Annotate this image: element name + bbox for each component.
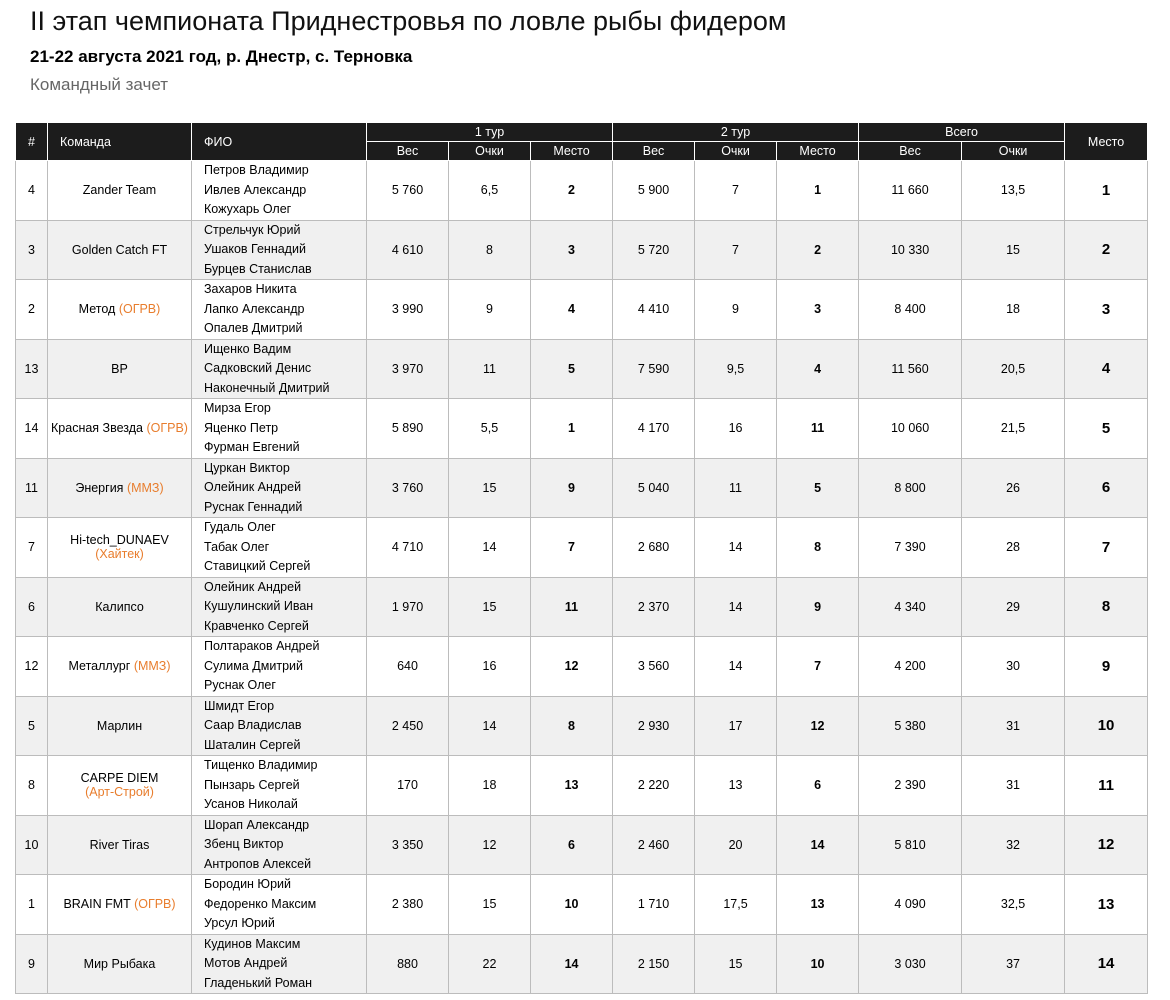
cell-team bbox=[48, 577, 192, 637]
team-name: Golden Catch FT bbox=[71, 242, 168, 257]
cell-fio bbox=[192, 518, 367, 578]
member-name: Кушулинский Иван bbox=[204, 599, 314, 613]
cell-r1-place: 8 bbox=[531, 696, 613, 756]
cell-r1-place: 5 bbox=[531, 339, 613, 399]
cell-num: 5 bbox=[16, 696, 48, 756]
cell-r2-weight: 2 460 bbox=[613, 815, 695, 875]
cell-r1-weight: 3 350 bbox=[367, 815, 449, 875]
cell-r1-weight: 2 450 bbox=[367, 696, 449, 756]
member-name: Антропов Алексей bbox=[204, 856, 312, 871]
cell-r1-weight: 170 bbox=[367, 756, 449, 816]
cell-num: 4 bbox=[16, 161, 48, 221]
member-name: Пынзарь Сергей bbox=[204, 777, 300, 792]
table-row bbox=[16, 458, 1148, 518]
cell-r2-weight: 5 900 bbox=[613, 161, 695, 221]
cell-num: 11 bbox=[16, 458, 48, 518]
cell-r1-points: 18 bbox=[449, 756, 531, 816]
member-name: Руснак Олег bbox=[204, 678, 276, 692]
table-header bbox=[16, 123, 1148, 161]
team-name: Zander Team bbox=[82, 183, 157, 198]
cell-r1-weight: 2 380 bbox=[367, 875, 449, 935]
cell-fio bbox=[192, 577, 367, 637]
cell-r2-weight: 4 410 bbox=[613, 280, 695, 340]
member-name: Кудинов Максим bbox=[204, 936, 301, 951]
cell-fio bbox=[192, 458, 367, 518]
cell-r2-weight: 5 720 bbox=[613, 220, 695, 280]
header-round2: 2 тур bbox=[613, 123, 859, 142]
cell-r2-place: 6 bbox=[777, 756, 859, 816]
cell-team bbox=[48, 875, 192, 935]
cell-total-points: 26 bbox=[962, 458, 1065, 518]
cell-r2-points: 9 bbox=[695, 280, 777, 340]
cell-final-place: 7 bbox=[1065, 518, 1148, 578]
member-name: Збенц Виктор bbox=[204, 837, 284, 851]
cell-total-points: 13,5 bbox=[962, 161, 1065, 221]
cell-r1-place: 11 bbox=[531, 577, 613, 637]
cell-r1-points: 6,5 bbox=[449, 161, 531, 221]
cell-final-place: 13 bbox=[1065, 875, 1148, 935]
cell-total-weight: 4 340 bbox=[859, 577, 962, 637]
cell-total-weight: 11 660 bbox=[859, 161, 962, 221]
cell-r2-weight: 2 220 bbox=[613, 756, 695, 816]
member-name: Захаров Никита bbox=[204, 282, 297, 296]
cell-r2-weight: 1 710 bbox=[613, 875, 695, 935]
member-name: Цуркан Виктор bbox=[204, 460, 290, 475]
member-name: Усанов Николай bbox=[204, 797, 298, 811]
cell-total-weight: 10 330 bbox=[859, 220, 962, 280]
cell-r2-points: 14 bbox=[695, 518, 777, 578]
member-name: Наконечный Дмитрий bbox=[204, 380, 330, 395]
cell-total-weight: 3 030 bbox=[859, 934, 962, 994]
cell-r1-points: 16 bbox=[449, 637, 531, 697]
cell-total-points: 37 bbox=[962, 934, 1065, 994]
cell-fio bbox=[192, 280, 367, 340]
cell-team bbox=[48, 934, 192, 994]
cell-num: 8 bbox=[16, 756, 48, 816]
header-r1-place: Место bbox=[531, 142, 613, 161]
header-total: Всего bbox=[859, 123, 1065, 142]
cell-r2-place: 12 bbox=[777, 696, 859, 756]
member-name: Стрельчук Юрий bbox=[204, 222, 301, 237]
member-name: Ищенко Вадим bbox=[204, 341, 292, 356]
cell-r2-weight: 2 930 bbox=[613, 696, 695, 756]
cell-r1-points: 22 bbox=[449, 934, 531, 994]
member-name: Мирза Егор bbox=[204, 401, 271, 415]
cell-r1-place: 1 bbox=[531, 399, 613, 459]
member-name: Шмидт Егор bbox=[204, 698, 275, 713]
cell-fio bbox=[192, 161, 367, 221]
cell-team bbox=[48, 756, 192, 816]
cell-r2-points: 7 bbox=[695, 161, 777, 221]
member-name: Ивлев Александр bbox=[204, 182, 307, 197]
cell-total-points: 29 bbox=[962, 577, 1065, 637]
member-name: Саар Владислав bbox=[204, 718, 302, 732]
cell-r1-weight: 3 970 bbox=[367, 339, 449, 399]
cell-r1-place: 7 bbox=[531, 518, 613, 578]
table-row bbox=[16, 161, 1148, 221]
team-name: Мир Рыбака bbox=[83, 956, 156, 971]
cell-num: 10 bbox=[16, 815, 48, 875]
cell-num: 7 bbox=[16, 518, 48, 578]
cell-total-weight: 2 390 bbox=[859, 756, 962, 816]
cell-r1-place: 9 bbox=[531, 458, 613, 518]
member-name: Полтараков Андрей bbox=[204, 639, 320, 653]
cell-r1-place: 14 bbox=[531, 934, 613, 994]
cell-total-weight: 8 800 bbox=[859, 458, 962, 518]
cell-final-place: 4 bbox=[1065, 339, 1148, 399]
cell-num: 14 bbox=[16, 399, 48, 459]
team-note: (ОГРВ) bbox=[118, 302, 161, 317]
cell-num: 6 bbox=[16, 577, 48, 637]
cell-r2-place: 10 bbox=[777, 934, 859, 994]
team-name: BRAIN FMT bbox=[63, 897, 131, 912]
cell-total-points: 32 bbox=[962, 815, 1065, 875]
cell-r2-points: 13 bbox=[695, 756, 777, 816]
cell-r1-weight: 4 610 bbox=[367, 220, 449, 280]
cell-fio bbox=[192, 696, 367, 756]
table-row bbox=[16, 339, 1148, 399]
cell-r2-points: 7 bbox=[695, 220, 777, 280]
cell-r2-points: 17,5 bbox=[695, 875, 777, 935]
cell-r2-points: 11 bbox=[695, 458, 777, 518]
cell-total-weight: 4 200 bbox=[859, 637, 962, 697]
cell-total-points: 31 bbox=[962, 696, 1065, 756]
team-name: ВР bbox=[111, 361, 128, 376]
cell-r1-points: 15 bbox=[449, 875, 531, 935]
team-name: Марлин bbox=[96, 718, 143, 733]
member-name: Кравченко Сергей bbox=[204, 618, 309, 633]
member-name: Федоренко Максим bbox=[204, 896, 317, 911]
cell-total-points: 15 bbox=[962, 220, 1065, 280]
member-name: Лапко Александр bbox=[204, 301, 305, 316]
cell-r2-place: 4 bbox=[777, 339, 859, 399]
cell-total-weight: 4 090 bbox=[859, 875, 962, 935]
cell-team bbox=[48, 637, 192, 697]
team-name: Красная Звезда bbox=[51, 421, 143, 436]
cell-r2-place: 7 bbox=[777, 637, 859, 697]
cell-team bbox=[48, 518, 192, 578]
cell-num: 13 bbox=[16, 339, 48, 399]
cell-total-points: 21,5 bbox=[962, 399, 1065, 459]
header-place: Место bbox=[1065, 123, 1148, 161]
cell-r1-points: 5,5 bbox=[449, 399, 531, 459]
cell-final-place: 8 bbox=[1065, 577, 1148, 637]
cell-fio bbox=[192, 934, 367, 994]
member-name: Петров Владимир bbox=[204, 163, 309, 177]
cell-team bbox=[48, 280, 192, 340]
header-team: Команда bbox=[48, 123, 192, 161]
cell-r1-weight: 3 990 bbox=[367, 280, 449, 340]
cell-r2-place: 5 bbox=[777, 458, 859, 518]
header-total-weight: Вес bbox=[859, 142, 962, 161]
cell-total-weight: 11 560 bbox=[859, 339, 962, 399]
member-name: Садковский Денис bbox=[204, 361, 312, 375]
cell-r2-weight: 4 170 bbox=[613, 399, 695, 459]
header-num: # bbox=[16, 123, 48, 161]
member-name: Урсул Юрий bbox=[204, 916, 275, 930]
member-name: Шаталин Сергей bbox=[204, 737, 301, 752]
cell-final-place: 2 bbox=[1065, 220, 1148, 280]
cell-r2-place: 8 bbox=[777, 518, 859, 578]
cell-team bbox=[48, 399, 192, 459]
table-row bbox=[16, 934, 1148, 994]
cell-r2-place: 2 bbox=[777, 220, 859, 280]
cell-final-place: 9 bbox=[1065, 637, 1148, 697]
cell-r2-weight: 2 680 bbox=[613, 518, 695, 578]
page-title: II этап чемпионата Приднестровья по ловле рыбы фидером bbox=[30, 6, 787, 36]
header-total-points: Очки bbox=[962, 142, 1065, 161]
cell-r2-place: 9 bbox=[777, 577, 859, 637]
cell-r2-points: 9,5 bbox=[695, 339, 777, 399]
cell-team bbox=[48, 815, 192, 875]
member-name: Шорап Александр bbox=[204, 817, 310, 832]
header-fio: ФИО bbox=[192, 123, 367, 161]
cell-final-place: 14 bbox=[1065, 934, 1148, 994]
team-note: (ОГРВ) bbox=[134, 897, 176, 912]
cell-team bbox=[48, 161, 192, 221]
team-name: River Tiras bbox=[89, 837, 150, 852]
cell-team bbox=[48, 696, 192, 756]
cell-total-weight: 8 400 bbox=[859, 280, 962, 340]
member-name: Опалев Дмитрий bbox=[204, 321, 303, 335]
cell-total-points: 18 bbox=[962, 280, 1065, 340]
cell-r2-weight: 3 560 bbox=[613, 637, 695, 697]
cell-total-points: 32,5 bbox=[962, 875, 1065, 935]
cell-r2-points: 16 bbox=[695, 399, 777, 459]
cell-total-weight: 10 060 bbox=[859, 399, 962, 459]
member-name: Олейник Андрей bbox=[204, 579, 302, 594]
header-r2-weight: Вес bbox=[613, 142, 695, 161]
table-row bbox=[16, 220, 1148, 280]
member-name: Мотов Андрей bbox=[204, 956, 288, 970]
cell-final-place: 3 bbox=[1065, 280, 1148, 340]
member-name: Гладенький Роман bbox=[204, 975, 313, 990]
cell-num: 3 bbox=[16, 220, 48, 280]
cell-r1-weight: 640 bbox=[367, 637, 449, 697]
member-name: Олейник Андрей bbox=[204, 480, 302, 494]
cell-team bbox=[48, 458, 192, 518]
team-name: Калипсо bbox=[95, 599, 144, 614]
cell-r1-points: 11 bbox=[449, 339, 531, 399]
team-note: (ОГРВ) bbox=[146, 421, 188, 436]
page-subtitle: 21-22 августа 2021 год, р. Днестр, с. Терновка bbox=[30, 47, 413, 66]
cell-r1-place: 12 bbox=[531, 637, 613, 697]
cell-r1-weight: 5 890 bbox=[367, 399, 449, 459]
cell-r1-place: 3 bbox=[531, 220, 613, 280]
cell-final-place: 1 bbox=[1065, 161, 1148, 221]
cell-r1-weight: 3 760 bbox=[367, 458, 449, 518]
member-name: Гудаль Олег bbox=[204, 520, 276, 534]
cell-r1-place: 13 bbox=[531, 756, 613, 816]
cell-final-place: 5 bbox=[1065, 399, 1148, 459]
cell-r2-points: 15 bbox=[695, 934, 777, 994]
team-note: (Хайтек) bbox=[95, 547, 144, 562]
cell-num: 1 bbox=[16, 875, 48, 935]
table-row bbox=[16, 696, 1148, 756]
cell-r2-weight: 2 370 bbox=[613, 577, 695, 637]
cell-r1-points: 15 bbox=[449, 577, 531, 637]
team-note: (ММЗ) bbox=[126, 480, 164, 495]
member-name: Табак Олег bbox=[204, 539, 270, 554]
cell-r1-place: 6 bbox=[531, 815, 613, 875]
header-r2-place: Место bbox=[777, 142, 859, 161]
cell-r1-points: 12 bbox=[449, 815, 531, 875]
team-note: (Арт-Строй) bbox=[85, 785, 154, 800]
cell-r2-points: 14 bbox=[695, 637, 777, 697]
cell-r1-weight: 1 970 bbox=[367, 577, 449, 637]
member-name: Руснак Геннадий bbox=[204, 499, 303, 514]
cell-num: 2 bbox=[16, 280, 48, 340]
cell-fio bbox=[192, 756, 367, 816]
cell-team bbox=[48, 220, 192, 280]
cell-total-weight: 5 810 bbox=[859, 815, 962, 875]
cell-total-points: 20,5 bbox=[962, 339, 1065, 399]
cell-r1-weight: 880 bbox=[367, 934, 449, 994]
cell-r1-points: 14 bbox=[449, 518, 531, 578]
table-row bbox=[16, 637, 1148, 697]
cell-r1-points: 15 bbox=[449, 458, 531, 518]
header-round1: 1 тур bbox=[367, 123, 613, 142]
cell-final-place: 10 bbox=[1065, 696, 1148, 756]
header-r2-points: Очки bbox=[695, 142, 777, 161]
cell-fio bbox=[192, 399, 367, 459]
table-row bbox=[16, 518, 1148, 578]
team-name: Hi-tech_DUNAEV bbox=[70, 533, 169, 548]
page-caption: Командный зачет bbox=[30, 75, 169, 94]
cell-r2-weight: 2 150 bbox=[613, 934, 695, 994]
team-name: Метод bbox=[78, 302, 116, 317]
cell-final-place: 11 bbox=[1065, 756, 1148, 816]
cell-r2-place: 13 bbox=[777, 875, 859, 935]
team-name: Энергия bbox=[75, 480, 124, 495]
table-row bbox=[16, 577, 1148, 637]
table-row bbox=[16, 756, 1148, 816]
cell-total-weight: 7 390 bbox=[859, 518, 962, 578]
cell-fio bbox=[192, 815, 367, 875]
cell-r1-place: 2 bbox=[531, 161, 613, 221]
cell-final-place: 6 bbox=[1065, 458, 1148, 518]
cell-r2-place: 1 bbox=[777, 161, 859, 221]
cell-r1-weight: 4 710 bbox=[367, 518, 449, 578]
member-name: Ушаков Геннадий bbox=[204, 242, 306, 256]
table-row bbox=[16, 399, 1148, 459]
cell-r2-place: 11 bbox=[777, 399, 859, 459]
cell-r1-points: 14 bbox=[449, 696, 531, 756]
table-row bbox=[16, 875, 1148, 935]
cell-r2-points: 17 bbox=[695, 696, 777, 756]
member-name: Бурцев Станислав bbox=[204, 261, 312, 276]
cell-r1-points: 9 bbox=[449, 280, 531, 340]
team-name: Металлург bbox=[68, 659, 131, 674]
cell-r2-place: 14 bbox=[777, 815, 859, 875]
member-name: Кожухарь Олег bbox=[204, 202, 292, 216]
member-name: Тищенко Владимир bbox=[204, 758, 318, 772]
cell-r2-weight: 5 040 bbox=[613, 458, 695, 518]
member-name: Сулима Дмитрий bbox=[204, 658, 303, 673]
cell-fio bbox=[192, 339, 367, 399]
table-row bbox=[16, 815, 1148, 875]
cell-num: 9 bbox=[16, 934, 48, 994]
cell-fio bbox=[192, 637, 367, 697]
results-table bbox=[15, 122, 1148, 994]
cell-r1-place: 10 bbox=[531, 875, 613, 935]
cell-r1-points: 8 bbox=[449, 220, 531, 280]
member-name: Ставицкий Сергей bbox=[204, 559, 311, 573]
cell-total-points: 31 bbox=[962, 756, 1065, 816]
cell-final-place: 12 bbox=[1065, 815, 1148, 875]
header-r1-points: Очки bbox=[449, 142, 531, 161]
table-body bbox=[16, 161, 1148, 994]
cell-total-points: 28 bbox=[962, 518, 1065, 578]
member-name: Яценко Петр bbox=[204, 420, 279, 435]
cell-r1-place: 4 bbox=[531, 280, 613, 340]
cell-fio bbox=[192, 220, 367, 280]
member-name: Фурман Евгений bbox=[204, 440, 300, 454]
cell-r2-points: 14 bbox=[695, 577, 777, 637]
team-note: (ММЗ) bbox=[133, 659, 171, 674]
cell-num: 12 bbox=[16, 637, 48, 697]
header-r1-weight: Вес bbox=[367, 142, 449, 161]
cell-r2-place: 3 bbox=[777, 280, 859, 340]
cell-total-weight: 5 380 bbox=[859, 696, 962, 756]
cell-r2-points: 20 bbox=[695, 815, 777, 875]
team-name: CARPE DIEM bbox=[80, 771, 159, 786]
table-row bbox=[16, 280, 1148, 340]
cell-team bbox=[48, 339, 192, 399]
cell-total-points: 30 bbox=[962, 637, 1065, 697]
cell-r2-weight: 7 590 bbox=[613, 339, 695, 399]
cell-r1-weight: 5 760 bbox=[367, 161, 449, 221]
cell-fio bbox=[192, 875, 367, 935]
member-name: Бородин Юрий bbox=[204, 877, 291, 891]
